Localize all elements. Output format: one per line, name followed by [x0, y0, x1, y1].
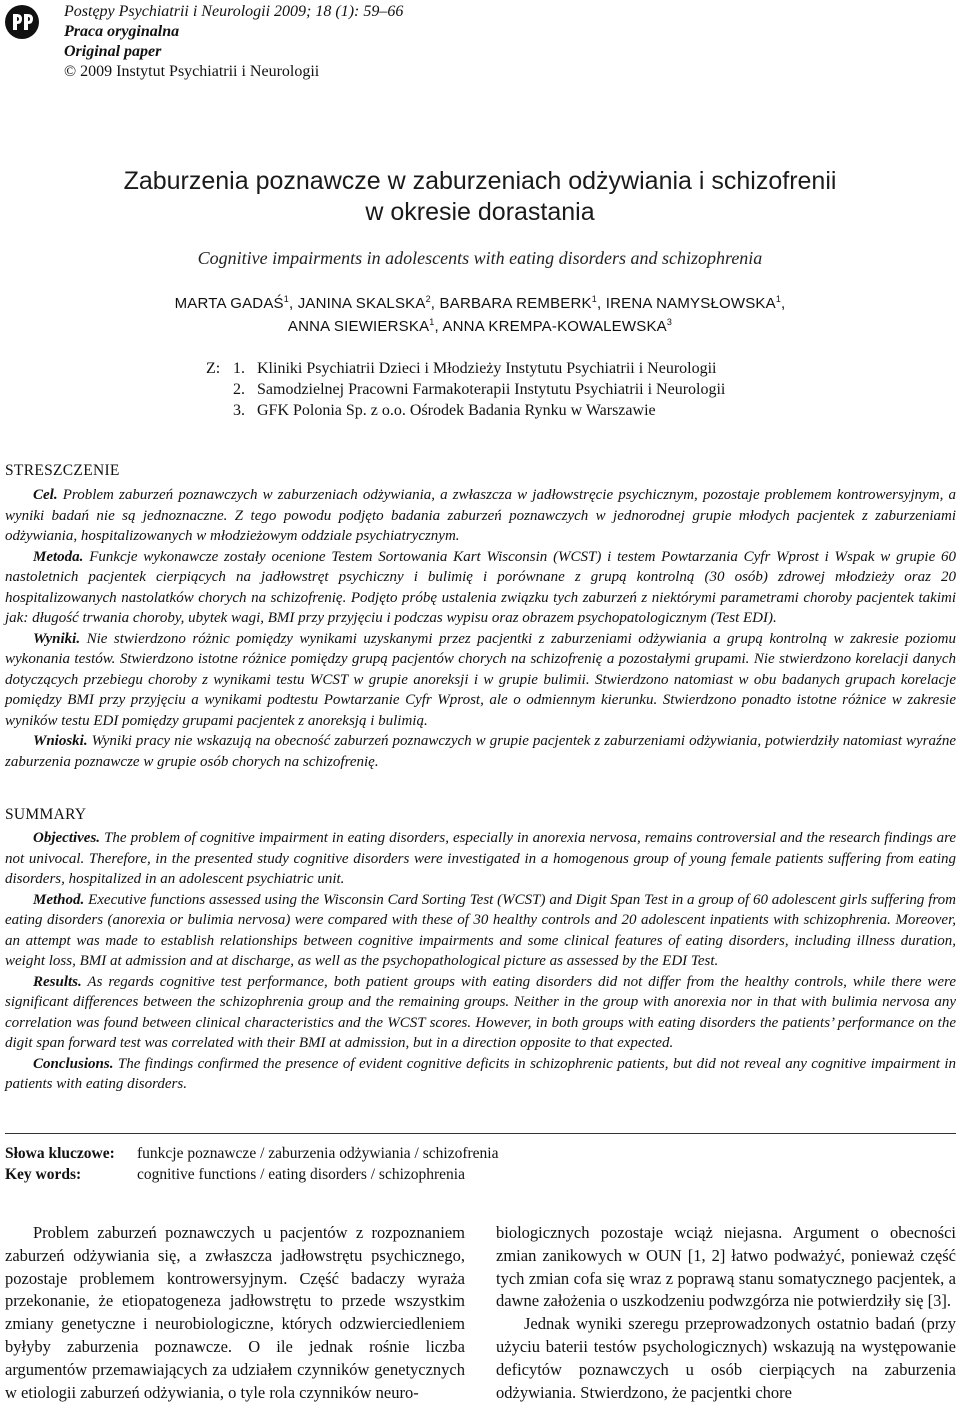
journal-header — [64, 2, 403, 82]
keywords-divider — [5, 1133, 956, 1134]
section-text: Problem zaburzeń poznawczych w zaburzeniach odżywiania, a zwłaszcza w jadłowstręcie psychicznym, pozostaje problemem kontrowersyjnym, a wyniki badań nie są jednoznaczne. Z tego powodu podjęto badania zaburzeń poznawczych w jednorodnej grupie młodych pacjentek z zaburzeniami odżywiania, hospitalizowanych w młodzieżowym oddziale psychiatrycznym. — [5, 487, 956, 544]
keywords-en: cognitive functions / eating disorders / schizophrenia — [137, 1166, 465, 1183]
summary-body — [5, 828, 956, 1095]
section-text: As regards cognitive test performance, both patient groups with eating disorders did not differ from the healthy controls, while there were significant differences between the schizophrenia group and the remaining groups. Neither in the group with anorexia nor in that with bulimia nervosa any correlation was found between clinical characteristics and the WCST scores. However, in both groups with eating disorders the patients’ performance on the digit span forward test was correlated with their BMI at admission, but in a direction opposite to that expected. — [5, 973, 956, 1051]
streszczenie-heading: STRESZCZENIE — [5, 462, 120, 479]
affil-num: 2. — [233, 381, 245, 398]
keywords — [5, 1143, 498, 1185]
paper-type-pl: Praca oryginalna — [64, 23, 180, 40]
english-title: Cognitive impairments in adolescents with eating disorders and schizophrenia — [197, 248, 763, 268]
abstract-paragraph — [5, 828, 956, 890]
affil-num: 3. — [233, 402, 245, 419]
body-paragraph: Jednak wyniki szeregu przeprowadzonych ostatnio badań (przy użyciu baterii testów psychologicznych) wskazują na występowanie deficytów poznawczych u osób cierpiących na zaburzenia odżywiania. Stwierdzono, że pacjentki chore — [496, 1314, 956, 1402]
journal-source: Postępy Psychiatrii i Neurologii 2009; 18 (1): 59–66 — [64, 3, 404, 20]
section-text: Nie stwierdzono różnic pomiędzy wynikami uzyskanymi przez pacjentki z zaburzeniami odżywiania a grupą kontrolną w zakresie poziomu wykonania testów. Stwierdzono istotne różnice pomiędzy grupą pacjentów chorych na schizofrenię a pozostałymi grupami. Nie stwierdzono korelacji danych dotyczących przebiegu choroby z wynikami testu WCST w grupie anoreksji i w grupie bulimii. Stwierdzono natomiast w obu badanych grupach korelacje pomiędzy BMI przy przyjęciu a wynikami podtestu Powtarzanie Cyfr Wprost, ale o odmiennym kierunku. Stwierdzono ponadto istotne różnice w zakresie wyników testu EDI pomiędzy grupami pacjentek z anoreksją i bulimią. — [5, 630, 957, 729]
author-affil: 1 — [429, 317, 435, 327]
section-label: Metoda. — [33, 548, 84, 565]
author: JANINA SKALSKA — [297, 295, 426, 312]
author-affil: 3 — [666, 317, 673, 327]
affil-prefix: Z: — [206, 360, 221, 377]
title-line-2: w okresie dorastania — [365, 198, 595, 226]
author: MARTA GADAŚ — [174, 295, 284, 312]
copyright: © 2009 Instytut Psychiatrii i Neurologii — [64, 63, 320, 80]
authors-line-1: MARTA GADAŚ$^1$, JANINA SKALSKA$^2$, BARBARA REMBERK$^1$, IRENA NAMYSŁOWSKA$^1$, — [174, 294, 786, 312]
section-label: Wnioski. — [33, 733, 88, 749]
affil-text: GFK Polonia Sp. z o.o. Ośrodek Badania Rynku w Warszawie — [257, 402, 656, 419]
abstract-paragraph — [5, 731, 956, 772]
section-label: Objectives. — [33, 830, 101, 846]
body-paragraph: biologicznych pozostaje wciąż niejasna. Argument o obecności zmian zanikowych w OUN [1, 2] łatwo podważyć, ponieważ część tych zmian cofa się wraz z poprawą stanu somatycznego pacjentek, a dawne założenia o uszkodzeniu podwzgórza nie potwierdziły się [3]. — [496, 1223, 956, 1311]
section-label: Cel. — [33, 487, 58, 503]
keywords-en-label: Key words: — [5, 1166, 82, 1183]
section-label: Method. — [33, 891, 85, 908]
section-text: The problem of cognitive impairment in eating disorders, especially in anorexia nervosa, remains controversial and the research findings are not univocal. Therefore, in the presented study cognitive disorders were investigated in a homogenous group of young female patients suffering from eating disorders, hospitalized in an adolescent psychiatric unit. — [5, 830, 957, 887]
abstract-paragraph — [5, 485, 956, 547]
author: ANNA KREMPA-KOWALEWSKA — [442, 318, 667, 335]
summary-heading: SUMMARY — [5, 806, 87, 823]
authors — [0, 292, 960, 338]
abstract-paragraph — [5, 972, 956, 1054]
affiliations — [206, 358, 725, 421]
section-label: Conclusions. — [33, 1055, 114, 1072]
streszczenie-body — [5, 485, 956, 772]
affil-text: Kliniki Psychiatrii Dzieci i Młodzieży Instytutu Psychiatrii i Neurologii — [257, 360, 717, 377]
author: ANNA SIEWIERSKA — [287, 318, 430, 335]
abstract-paragraph — [5, 1054, 956, 1095]
section-text: Executive functions assessed using the Wisconsin Card Sorting Test (WCST) and Digit Span Test in a group of 60 adolescent girls suffering from eating disorders (anorexia or bulimia nervosa) were compared with these of 30 healthy controls and 20 adolescent inpatients with schizophrenia. Moreover, an attempt was made to establish relationships between cognitive impairments and some clinical features of eating disorders, including illness duration, weight loss, BMI at admission and at discharge, as well as the psychopathological picture as assessed by the EDI Test. — [5, 891, 957, 969]
section-text: Wyniki pracy nie wskazują na obecność zaburzeń poznawczych w grupie pacjentek z zaburzeniami odżywiania, potwierdziły natomiast wyraźne zaburzenia poznawcze w grupie osób chorych na schizofrenię. — [5, 733, 957, 770]
affil-num: 1. — [233, 360, 245, 377]
author-affil: 1 — [775, 294, 782, 304]
abstract-paragraph — [5, 629, 956, 732]
keywords-pl-label: Słowa kluczowe: — [5, 1145, 115, 1162]
abstract-paragraph — [5, 547, 956, 629]
section-label: Wyniki. — [33, 630, 81, 647]
author: IRENA NAMYSŁOWSKA — [605, 295, 776, 312]
abstract-paragraph — [5, 890, 956, 972]
paper-title — [0, 166, 960, 228]
body-column-left — [5, 1222, 465, 1404]
body-paragraph: Problem zaburzeń poznawczych u pacjentów z rozpoznaniem zaburzeń odżywiania się, a zwłaszcza jadłowstrętu psychicznego, pozostaje problemem kontrowersyjnym. Część badaczy wyraża przekonanie, że etiopatogeneza jadłowstrętu to przede wszystkim zmiany genetyczne i neurobiologiczne, których odzwierciedleniem byłyby zaburzenia poznawcze. O ile jednak rośnie liczba argumentów przemawiających za udziałem czynników genetycznych w etiologii zaburzeń odżywiania, o tyle rola czynników neuro- — [5, 1223, 465, 1402]
title-line-1: Zaburzenia poznawcze w zaburzeniach odżywiania i schizofrenii — [123, 167, 837, 195]
affil-text: Samodzielnej Pracowni Farmakoterapii Instytutu Psychiatrii i Neurologii — [257, 381, 726, 398]
author-affil: 1 — [283, 294, 289, 304]
section-text: Funkcje wykonawcze zostały ocenione Testem Sortowania Kart Wisconsin (WCST) i testem Powtarzania Cyfr Wprost i Wspak w grupie 60 nastoletnich pacjentek cierpiących na jadłowstręt psychiczny i bulimię i porównane z grupą kontrolną (30 osób) zdrowej młodzieży oraz 20 hospitalizowanych nastolatków chorych na schizofrenię. Podjęto próbę ustalenia związku tych zaburzeń z niektórymi parametrami choroby pacjentek takimi jak: długość trwania choroby, ubytek wagi, BMI przy przyjęciu i podczas wypisu oraz obrazem psychopatologicznym (Test EDI). — [5, 548, 956, 626]
journal-logo-icon — [4, 4, 40, 40]
author: BARBARA REMBERK — [439, 295, 592, 312]
section-text: The findings confirmed the presence of evident cognitive deficits in schizophrenic patients, but did not reveal any cognitive impairment in patients with eating disorders. — [5, 1055, 957, 1092]
author-affil: 2 — [425, 294, 431, 304]
paper-type-en: Original paper — [64, 43, 162, 60]
authors-line-2: ANNA SIEWIERSKA$^1$, ANNA KREMPA-KOWALEWSKA$^3$ — [287, 317, 673, 335]
body-column-right — [496, 1222, 956, 1404]
author-affil: 1 — [591, 294, 597, 304]
keywords-pl: funkcje poznawcze / zaburzenia odżywiania / schizofrenia — [137, 1145, 499, 1162]
section-label: Results. — [33, 973, 82, 990]
